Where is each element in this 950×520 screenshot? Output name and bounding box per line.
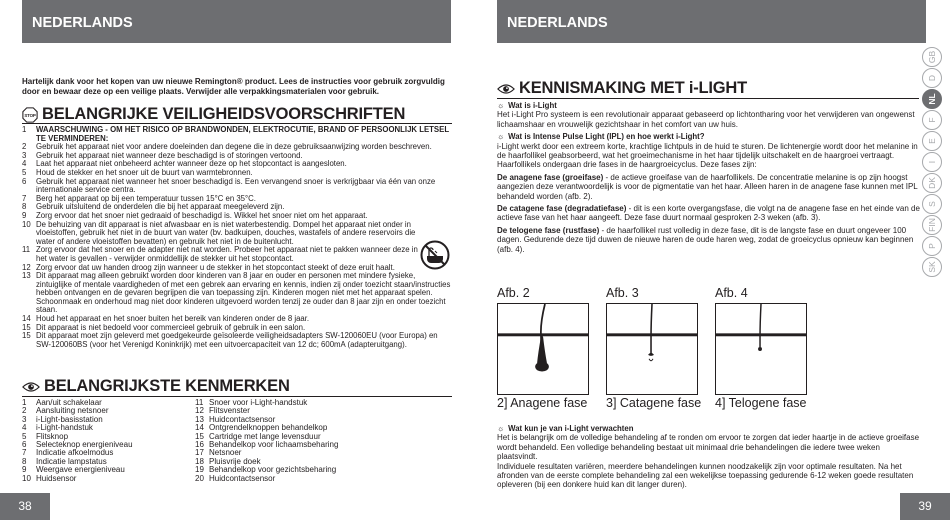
item-text: Pluisvrije doek	[209, 456, 261, 466]
item-text: Huidcontactsensor	[209, 414, 276, 424]
item-text: Zorg ervoor dat het snoer niet gedraaid of beschadigd is. Wikkel het snoer niet om het apparaat.	[36, 210, 368, 220]
item-text: Dit apparaat moet zijn geleverd met goedgekeurde geïsoleerde veiligheidsadapters SW-120060EU (voor Europa) en SW-120060BS (voor het Verenigd Koninkrijk) met een uitvoercapaciteit van 12 dc; 600mA (adapteruitgang).	[36, 331, 438, 349]
right-header: NEDERLANDS	[497, 0, 926, 43]
item-text: Aansluiting netsnoer	[36, 406, 109, 416]
figure-label: Afb. 3	[606, 286, 639, 300]
item-number: 15	[22, 331, 31, 341]
ipl-heading-row	[497, 132, 922, 141]
figure-telogen	[715, 286, 807, 400]
safety-item	[22, 246, 452, 263]
item-number: 9	[22, 465, 27, 475]
svg-text:STOP: STOP	[24, 112, 36, 118]
figure-caption-anagen: 2] Anagene fase	[497, 396, 588, 410]
right-page	[475, 0, 950, 520]
item-text: Huidsensor	[36, 473, 77, 483]
telogen-term: De telogene fase (rustfase)	[497, 225, 600, 235]
expect-heading: Wat kun je van i-Light verwachten	[508, 424, 634, 433]
feature-item	[22, 475, 192, 483]
item-text: Dit apparaat is niet bedoeld voor commercieel gebruik of gebruik in een salon.	[36, 322, 306, 332]
item-text: Zorg ervoor dat het snoer en de adapter niet nat worden. Probeer het apparaat niet te pakken wanneer deze in het water is gevallen - verwijder onmiddellijk de stekker uit het stopcontact.	[36, 245, 418, 263]
phases-intro: Haarfollikels ondergaan drie fases in de haargroeicyclus. Deze fases zijn:	[497, 160, 757, 170]
what-is-heading-row	[497, 101, 922, 110]
item-text: Aan/uit schakelaar	[36, 398, 102, 407]
ipl-heading: Wat is Intense Pulse Light (IPL) en hoe werkt i-Light?	[508, 132, 705, 142]
anagen-hair-illustration	[497, 303, 589, 395]
safety-item	[22, 272, 452, 315]
item-number: 12	[22, 262, 31, 272]
no-bath-icon	[420, 240, 450, 270]
anagen-text: - de actieve groeifase van de haarfollikels. De concentratie melanine is op zijn hoogst aangezien deze verantwoordelijk is voor de pigmentatie van het haar. Alleen haren in de anagene fase kunnen met IPL behandeld worden (afb. 2).	[497, 172, 918, 201]
telogen-paragraph	[497, 226, 922, 254]
item-number: 14	[195, 423, 204, 433]
expect-text-2: Individuele resultaten variëren, meerdere behandelingen kunnen noodzakelijk zijn voor optimale resultaten. Na het afronden van de eerste complete behandeling zal een wekelijkse toepassing gedurende 6-12 weken goede resultaten opleveren (bij een donkere huid kan dit langer duren).	[497, 461, 914, 490]
item-text: Cartridge met lange levensduur	[209, 431, 321, 441]
features-title: BELANGRIJKSTE KENMERKEN	[44, 377, 290, 395]
item-text: Ontgrendelknoppen behandelkop	[209, 423, 328, 433]
item-number: 11	[195, 398, 204, 407]
telogen-hair-illustration	[715, 303, 807, 395]
item-number: 4	[22, 159, 27, 169]
item-text: Weergave energieniveau	[36, 465, 125, 475]
item-number: 4	[22, 423, 27, 433]
item-text: Houd de stekker en het snoer uit de buurt van warmtebronnen.	[36, 167, 253, 177]
item-number: 2	[22, 142, 27, 152]
sun-icon: ☼	[497, 132, 505, 142]
catagen-term: De catagene fase (degradatiefase)	[497, 204, 627, 214]
language-tab-e[interactable]: E	[922, 131, 942, 151]
what-is-heading: Wat is i-Light	[508, 101, 557, 110]
item-number: 15	[22, 322, 31, 332]
right-page-number: 39	[900, 493, 950, 520]
safety-item	[22, 178, 452, 195]
left-page-number: 38	[0, 493, 50, 520]
item-number: 19	[195, 465, 204, 475]
item-text: WAARSCHUWING - OM HET RISICO OP BRANDWONDEN, ELEKTROCUTIE, BRAND OF PERSOONLIJK LETSEL TE VERMINDEREN:	[36, 125, 449, 143]
language-tab-s[interactable]: S	[922, 194, 942, 214]
eye-icon	[497, 82, 515, 96]
item-number: 12	[195, 406, 204, 416]
language-tab-p[interactable]: P	[922, 236, 942, 256]
item-text: Indicatie lampstatus	[36, 456, 107, 466]
safety-item	[22, 332, 452, 349]
what-is-text: Het i-Light Pro systeem is een revolutionair apparaat gebaseerd op lichtontharing voor het verwijderen van ongewenst lichaamshaar en vrouwelijk gezichtshaar in het comfort van uw huis.	[497, 110, 915, 129]
item-text: Houd het apparaat en het snoer buiten het bereik van kinderen onder de 8 jaar.	[36, 314, 310, 324]
expect-text-1: Het is belangrijk om de volledige behandeling af te ronden om ervoor te zorgen dat ieder haartje in de actieve groeifase wordt behandeld. Een volledige behandeling bestaat uit minimaal drie behandelingen die iedere twee weken plaatsvindt.	[497, 433, 920, 462]
language-tab-sk[interactable]: SK	[922, 257, 942, 277]
figure-caption-catagen: 3] Catagene fase	[606, 396, 702, 410]
ilight-title: KENNISMAKING MET i-LIGHT	[519, 79, 748, 97]
item-text: Zorg ervoor dat uw handen droog zijn wanneer u de stekker in het stopcontact steekt of deze eruit haalt.	[36, 262, 395, 272]
catagen-paragraph	[497, 204, 922, 223]
item-text: Flitsvenster	[209, 406, 250, 416]
safety-item	[22, 221, 452, 247]
item-text: Flitsknop	[36, 431, 69, 441]
item-number: 11	[22, 245, 31, 255]
features-rule	[22, 396, 452, 397]
item-number: 13	[195, 414, 204, 424]
figure-label: Afb. 2	[497, 286, 530, 300]
sun-icon: ☼	[497, 424, 505, 433]
expect-heading-row	[497, 424, 922, 433]
item-number: 7	[22, 193, 27, 203]
language-tab-i[interactable]: I	[922, 152, 942, 172]
intro-block	[497, 101, 922, 254]
item-text: Berg het apparaat op bij een temperatuur tussen 15°C en 35°C.	[36, 193, 256, 203]
item-number: 2	[22, 406, 27, 416]
item-number: 20	[195, 473, 204, 483]
item-text: Gebruik het apparaat niet wanneer het snoer beschadigd is. Een vervangend snoer is verkrijgbaar via één van onze internationale service centra.	[36, 176, 436, 195]
ilight-rule	[497, 98, 919, 99]
language-tab-nl[interactable]: NL	[922, 89, 942, 109]
features-list-col2	[195, 399, 415, 483]
item-number: 7	[22, 448, 27, 458]
item-number: 6	[22, 176, 27, 186]
item-number: 1	[22, 125, 27, 134]
item-text: Selecteknop energieniveau	[36, 440, 133, 450]
figure-catagen	[606, 286, 698, 400]
language-tab-gb[interactable]: GB	[922, 47, 942, 67]
item-number: 6	[22, 440, 27, 450]
language-tab-f[interactable]: F	[922, 110, 942, 130]
anagen-term: De anagene fase (groeifase)	[497, 172, 604, 182]
language-tabs	[921, 47, 943, 277]
stop-icon	[22, 107, 38, 123]
item-number: 17	[195, 448, 204, 458]
figure-caption-telogen: 4] Telogene fase	[715, 396, 807, 410]
sun-icon: ☼	[497, 101, 505, 110]
catagen-hair-illustration	[606, 303, 698, 395]
item-text: Behandelkop voor lichaamsbeharing	[209, 440, 339, 450]
item-number: 16	[195, 440, 204, 450]
features-title-row	[22, 377, 290, 396]
telogen-text: - de haarfollikel rust volledig in deze fase, dit is de langste fase en duurt ongeveer 100 dagen. Gedurende deze tijd duwen de nieuwe haren de oude haren weg, zodat de groeicyclus opnieuw kan beginnen (afb. 4).	[497, 225, 914, 254]
figure-label: Afb. 4	[715, 286, 748, 300]
item-text: i-Light-basisstation	[36, 414, 103, 424]
item-text: Snoer voor i-Light-handstuk	[209, 398, 308, 407]
item-text: Gebruik het apparaat niet wanneer deze beschadigd is of storingen vertoond.	[36, 150, 303, 160]
ilight-title-row	[497, 79, 747, 98]
ipl-text: i-Light werkt door een extreem korte, krachtige lichtpuls in de huid te sturen. De lichtenergie wordt door het melanine in de haarfollikel geabsorbeerd, wat het groeimechanisme in het haar tijdelijk uitschakelt en de haargroei vertraagt.	[497, 141, 918, 161]
item-number: 8	[22, 456, 27, 466]
language-tab-fin[interactable]: FIN	[922, 215, 942, 235]
left-header: NEDERLANDS	[22, 0, 451, 43]
item-number: 18	[195, 456, 204, 466]
item-number: 3	[22, 150, 27, 160]
item-number: 8	[22, 202, 27, 212]
safety-title-row	[22, 105, 405, 124]
item-number: 10	[22, 219, 31, 229]
item-text: Huidcontactsensor	[209, 473, 276, 483]
language-tab-dk[interactable]: DK	[922, 173, 942, 193]
item-number: 9	[22, 210, 27, 220]
safety-list	[22, 126, 452, 349]
expect-block	[497, 424, 922, 490]
item-text: Behandelkop voor gezichtsbeharing	[209, 465, 337, 475]
item-number: 13	[22, 271, 31, 281]
safety-item	[22, 126, 452, 143]
item-text: Laat het apparaat niet onbeheerd achter wanneer deze op het stopcontact is aangesloten.	[36, 159, 347, 169]
item-text: Gebruik het apparaat niet voor andere doeleinden dan degene die in deze gebruiksaanwijzing worden beschreven.	[36, 142, 432, 152]
item-number: 14	[22, 314, 31, 324]
item-number: 1	[22, 398, 27, 407]
item-number: 5	[22, 167, 27, 177]
item-text: Indicatie afkoelmodus	[36, 448, 114, 458]
item-text: Netsnoer	[209, 448, 242, 458]
anagen-paragraph	[497, 173, 922, 201]
item-number: 5	[22, 431, 27, 441]
language-tab-d[interactable]: D	[922, 68, 942, 88]
intro-text: Hartelijk dank voor het kopen van uw nieuwe Remington® product. Lees de instructies voor gebruik zorgvuldig door en bewaar deze op een veilige plaats. Verwijder alle verpakkingsmaterialen voor gebruik.	[22, 77, 445, 96]
catagen-text: - dit is een korte overgangsfase, die volgt na de anagene fase en het einde van de actieve fase van het haar aangeeft. Deze fase duurt normaal gesproken 2-3 weken (afb. 3).	[497, 204, 920, 223]
item-text: De behuizing van dit apparaat is niet afwasbaar en is niet waterbestendig. Dompel het apparaat niet onder in vloeistoffen, gebruik het niet in de buurt van water (bv. badkuipen, douches, wastafels of andere reservoirs die water of andere vloeistoffen bevatten) en gebruik het niet in de buitenlucht.	[36, 219, 416, 246]
figures	[497, 286, 907, 416]
safety-title: BELANGRIJKE VEILIGHEIDSVOORSCHRIFTEN	[42, 105, 406, 123]
safety-rule	[22, 123, 452, 124]
item-number: 10	[22, 473, 31, 483]
item-text: Dit apparaat mag alleen gebruikt worden door kinderen van 8 jaar en ouder en personen met mindere fysieke, zintuiglijke of mentale vaardigheden of met een gebrek aan ervaring en kennis, indien zij onder toezicht staan/instructies hebben ontvangen en de gevaren begrijpen die van toepassing zijn. Kinderen mogen niet met het apparaat spelen. Schoonmaak en onderhoud mag niet door kinderen uitgevoerd worden tenzij ze ouder dan 8 jaar zijn en onder toezicht staan.	[36, 271, 451, 315]
item-number: 3	[22, 414, 27, 424]
item-text: i-Light-handstuk	[36, 423, 93, 433]
eye-icon	[22, 380, 40, 394]
features-list-col1	[22, 399, 192, 483]
item-text: Gebruik uitsluitend de onderdelen die bij het apparaat meegeleverd zijn.	[36, 202, 285, 212]
figure-anagen	[497, 286, 589, 400]
item-number: 15	[195, 431, 204, 441]
feature-item	[195, 475, 415, 483]
